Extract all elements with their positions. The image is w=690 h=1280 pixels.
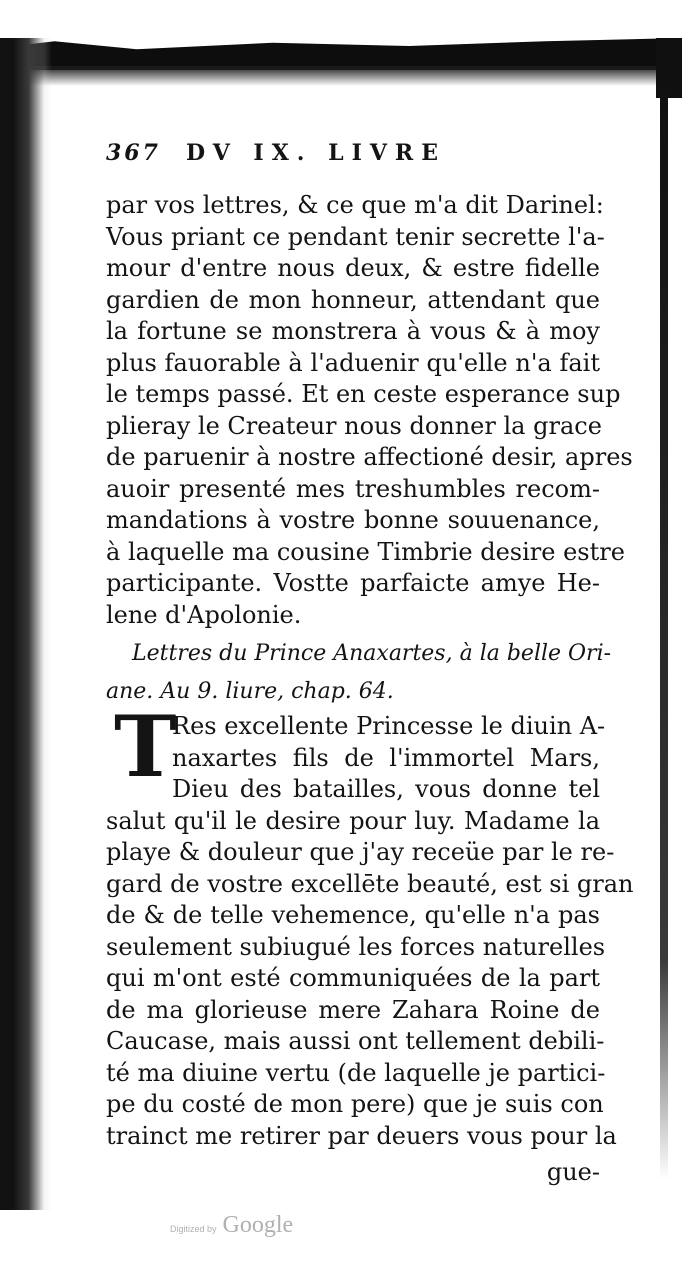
text-line: té ma diuine vertu (de laquelle je partici- [106,1058,606,1087]
book-page [106,140,634,1190]
text-line: trainct me retirer par deuers vous pour la [106,1121,617,1150]
running-head [106,140,600,190]
text-line: gard de vostre excellēte beauté, est si gran [106,869,634,898]
text-line: gardien de mon honneur, attendant que [106,285,600,314]
letter-one-text [106,190,633,631]
digitization-watermark [170,1212,293,1239]
text-line: mandations à vostre bonne souuenance, [106,506,600,534]
page-edge-right [660,80,668,1180]
google-logo-text: Google [222,1212,294,1238]
text-line: à laquelle ma cousine Timbrie desire estre [106,537,625,566]
letter-two-heading [106,639,612,707]
text-line: le temps passé. Et en ceste esperance sup [106,380,621,408]
text-line: auoir presenté mes treshumbles recom- [106,474,600,503]
watermark-prefix: Digitized by [170,1224,217,1234]
folio-number: 367 [106,140,161,166]
text-line: participante. Vostte parfaicte amye He- [106,569,600,597]
running-head-title: DV IX. LIVRE [186,140,446,166]
text-line: de & de telle vehemence, qu'elle n'a pas [106,901,600,929]
text-line: plus fauorable à l'aduenir qu'elle n'a fait [106,348,600,377]
letter-two-text [106,697,634,1190]
text-line: plieray le Createur nous donner la grace [106,411,602,440]
text-line: lene d'Apolonie. [106,600,302,629]
section-heading-line: ane. Au 9. liure, chap. 64. [106,679,394,704]
text-line: qui m'ont esté communiquées de la part [106,964,600,992]
section-heading-line: Lettres du Prince Anaxartes, à la belle Ori- [132,641,612,666]
drop-cap-letter: T [114,697,177,796]
text-line: Dieu des batailles, vous donne tel [172,775,600,803]
text-line: par vos lettres, & ce que m'a dit Darinel: [106,191,604,219]
page-binding-left [0,38,52,1210]
text-line: salut qu'il le desire pour luy. Madame la [106,806,600,835]
text-line: seulement subiugué les forces naturelles [106,932,606,961]
text-line: Caucase, mais aussi ont tellement debili- [106,1027,605,1055]
text-line: Res excellente Princesse le diuin A- [172,712,606,740]
catchword: gue- [546,1158,600,1186]
text-line: de paruenir à nostre affectioné desir, apres [106,443,633,471]
page-edge-top-shadow [0,66,682,86]
text-line: naxartes fils de l'immortel Mars, [172,743,600,772]
text-line: Vous priant ce pendant tenir secrette l'a- [106,222,605,251]
text-line: pe du costé de mon pere) que je suis con [106,1090,604,1118]
text-line: la fortune se monstrera à vous & à moy [106,317,600,345]
text-line: de ma glorieuse mere Zahara Roine de [106,995,600,1024]
text-line: mour d'entre nous deux, & estre fidelle [106,254,600,282]
text-line: playe & douleur que j'ay receüe par le re- [106,838,615,866]
